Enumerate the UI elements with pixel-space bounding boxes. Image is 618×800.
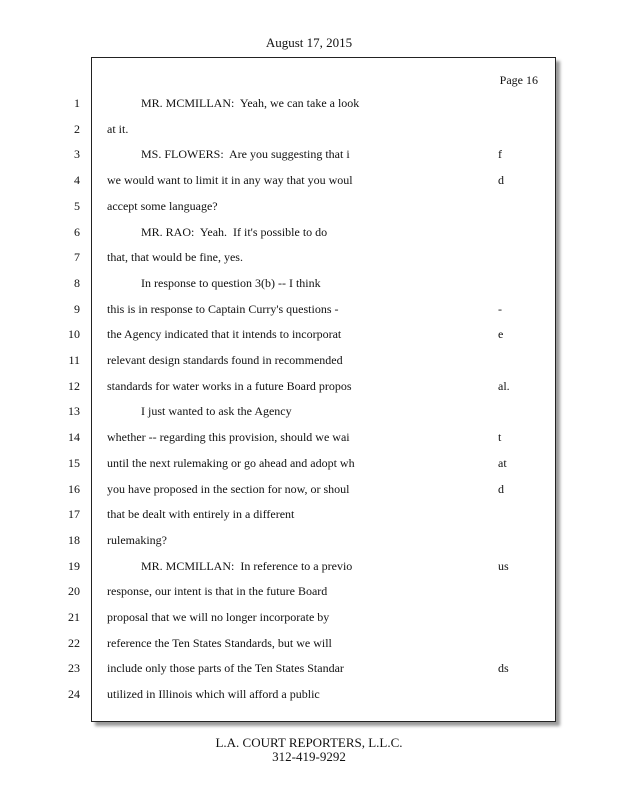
header-date: August 17, 2015 xyxy=(265,35,353,50)
transcript-line: relevant design standards found in recommended xyxy=(107,353,343,367)
page-number: Page 16 xyxy=(499,73,538,87)
line-number: 7 xyxy=(74,250,80,264)
line-number: 11 xyxy=(68,353,80,367)
line-number: 14 xyxy=(68,430,80,444)
footer-phone: 312-419-9292 xyxy=(272,749,346,764)
line-continuation: ds xyxy=(498,661,509,675)
line-number: 1 xyxy=(74,96,80,110)
line-number: 13 xyxy=(68,404,80,418)
line-continuation: d xyxy=(498,482,504,496)
line-number: 8 xyxy=(74,276,80,290)
line-continuation: at xyxy=(498,456,507,470)
transcript-line: utilized in Illinois which will afford a public xyxy=(107,687,320,701)
line-number: 3 xyxy=(74,147,80,161)
transcript-line: rulemaking? xyxy=(107,533,167,547)
line-continuation: d xyxy=(498,173,504,187)
line-continuation: f xyxy=(498,147,502,161)
transcript-line: accept some language? xyxy=(107,199,218,213)
transcript-line: I just wanted to ask the Agency xyxy=(141,404,292,418)
line-continuation: us xyxy=(498,559,509,573)
line-number: 12 xyxy=(68,379,80,393)
transcript-line: MS. FLOWERS: Are you suggesting that i xyxy=(141,147,350,161)
transcript-line: whether -- regarding this provision, should we wai xyxy=(107,430,350,444)
transcript-line: proposal that we will no longer incorporate by xyxy=(107,610,330,624)
line-continuation: al. xyxy=(498,379,510,393)
line-number: 6 xyxy=(74,225,80,239)
line-number: 21 xyxy=(68,610,80,624)
line-number: 23 xyxy=(68,661,80,675)
line-continuation: t xyxy=(498,430,502,444)
line-continuation: - xyxy=(498,302,502,316)
line-number: 9 xyxy=(74,302,80,316)
line-number: 4 xyxy=(74,173,80,187)
transcript-line: MR. MCMILLAN: In reference to a previo xyxy=(141,559,353,573)
transcript-line: until the next rulemaking or go ahead and adopt wh xyxy=(107,456,355,470)
line-number: 15 xyxy=(68,456,80,470)
line-number: 19 xyxy=(68,559,80,573)
line-number: 2 xyxy=(74,122,80,136)
transcript-line: we would want to limit it in any way that you woul xyxy=(107,173,353,187)
transcript-line: that, that would be fine, yes. xyxy=(107,250,243,264)
line-number: 16 xyxy=(68,482,80,496)
line-number: 20 xyxy=(68,584,80,598)
line-number: 18 xyxy=(68,533,80,547)
transcript-line: include only those parts of the Ten States Standar xyxy=(107,661,344,675)
transcript-line: In response to question 3(b) -- I think xyxy=(141,276,321,290)
transcript-line: at it. xyxy=(107,122,129,136)
transcript-line: that be dealt with entirely in a different xyxy=(107,507,295,521)
transcript-line: response, our intent is that in the future Board xyxy=(107,584,328,598)
transcript-line: standards for water works in a future Board propos xyxy=(107,379,352,393)
line-number: 10 xyxy=(68,327,80,341)
footer-company: L.A. COURT REPORTERS, L.L.C. xyxy=(215,735,403,750)
line-number: 24 xyxy=(68,687,80,701)
line-number: 5 xyxy=(74,199,80,213)
line-continuation: e xyxy=(498,327,504,341)
transcript-line: this is in response to Captain Curry's questions - xyxy=(107,302,339,316)
transcript-line: reference the Ten States Standards, but we will xyxy=(107,636,332,650)
transcript-line: you have proposed in the section for now, or shoul xyxy=(107,482,350,496)
line-number: 17 xyxy=(68,507,80,521)
transcript-line: MR. MCMILLAN: Yeah, we can take a look xyxy=(141,96,360,110)
transcript-line: the Agency indicated that it intends to incorporat xyxy=(107,327,342,341)
transcript-line: MR. RAO: Yeah. If it's possible to do xyxy=(141,225,328,239)
line-number: 22 xyxy=(68,636,80,650)
